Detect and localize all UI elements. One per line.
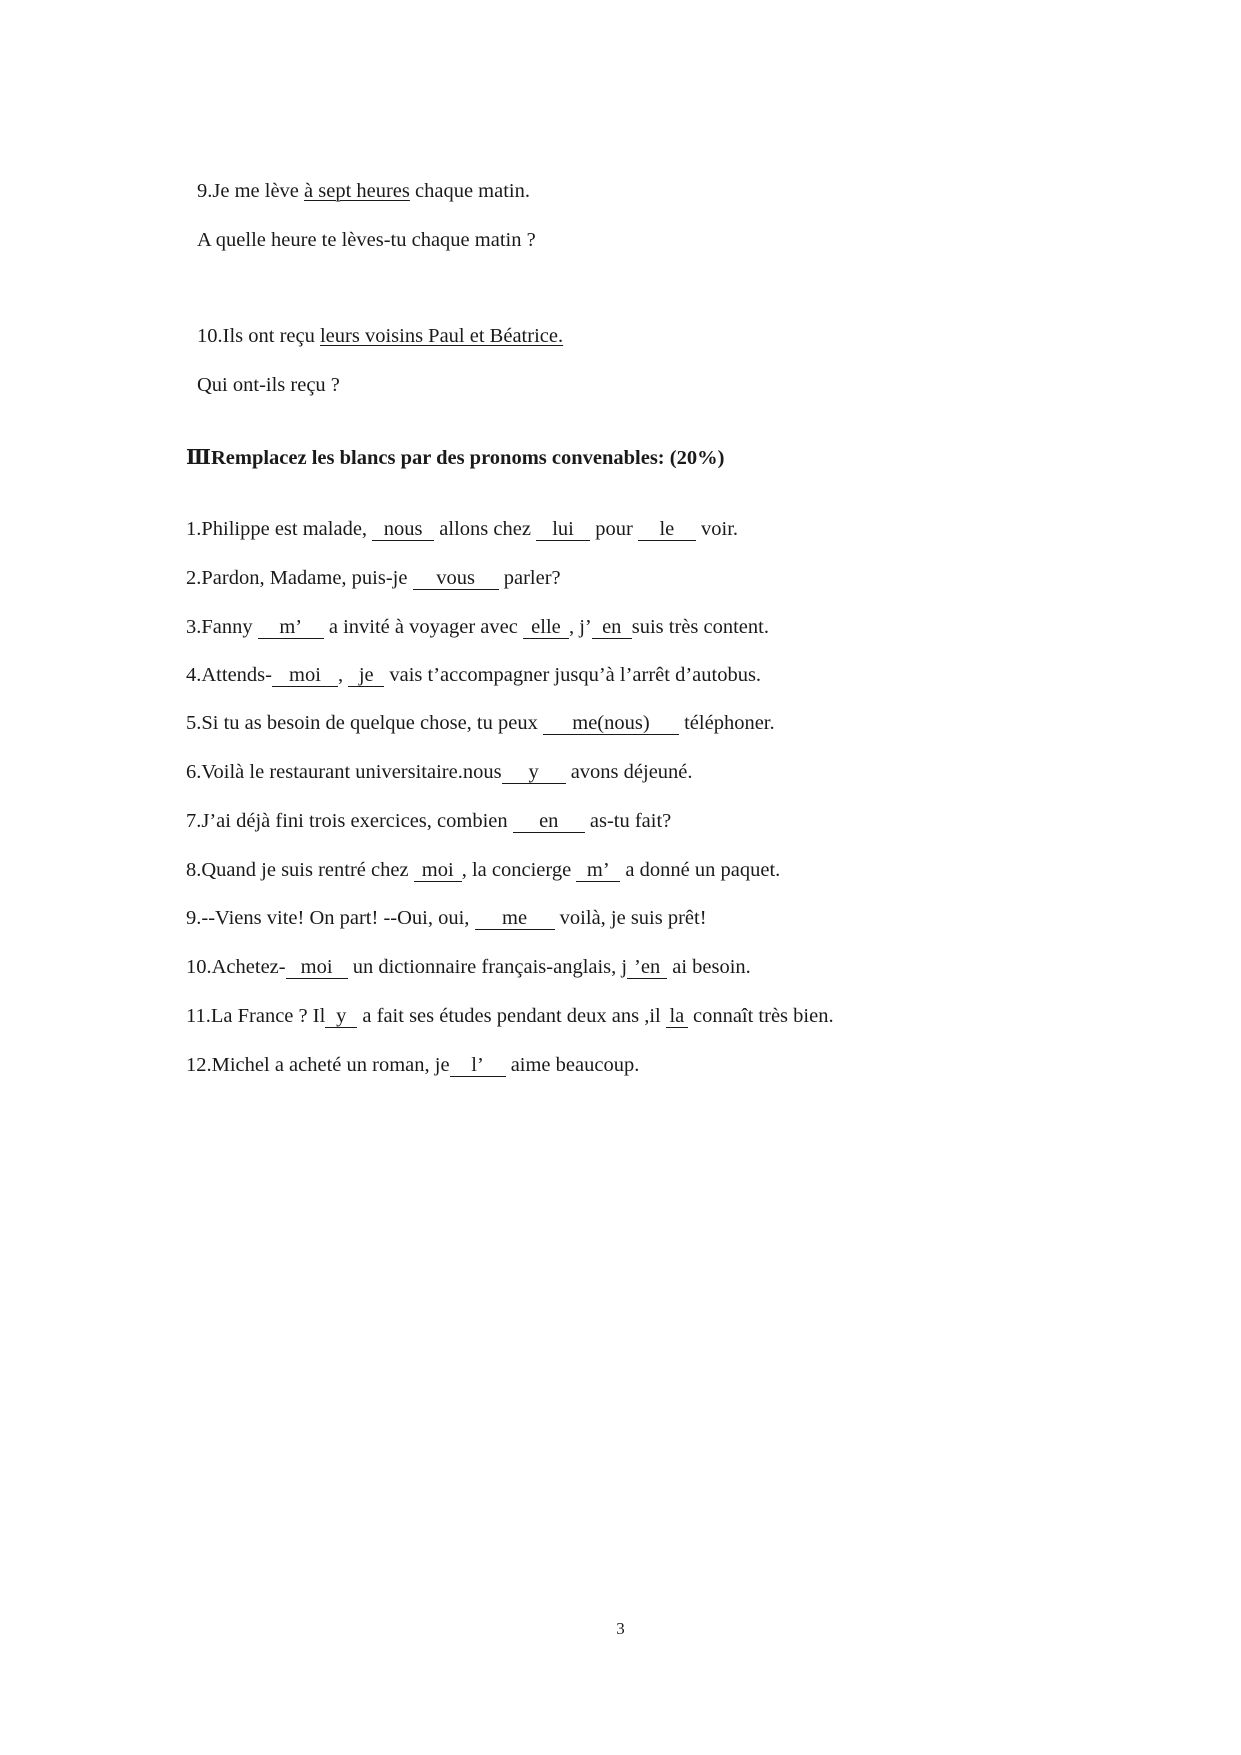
item-text: parler?: [498, 567, 561, 589]
answer-blank: je: [348, 664, 384, 687]
item-number: 3.: [186, 616, 202, 638]
item-text: un dictionnaire français-anglais, j: [347, 956, 628, 978]
statement-text: chaque matin.: [409, 180, 530, 202]
exercise-item: [186, 516, 738, 542]
item-text: Voilà le restaurant universitaire.nous: [201, 761, 502, 783]
answer-blank: en: [513, 810, 585, 833]
statement-text: Je me lève: [212, 180, 305, 202]
question-9-statement: [197, 178, 530, 204]
item-text: ai besoin.: [667, 956, 751, 978]
item-text: Michel a acheté un roman, je: [211, 1054, 450, 1076]
item-number: 7.: [186, 810, 202, 832]
item-text: téléphoner.: [678, 712, 775, 734]
exercise-item: [186, 857, 780, 883]
item-text: vais t’accompagner jusqu’à l’arrêt d’autobus.: [384, 664, 762, 686]
item-text: pour: [590, 518, 638, 540]
question-number: 10.: [197, 325, 223, 347]
answer-blank: vous: [413, 567, 499, 590]
item-number: 11.: [186, 1005, 211, 1027]
answer-blank: elle: [523, 616, 569, 639]
section-heading: [186, 445, 724, 471]
answer-blank: le: [638, 518, 696, 541]
answer-blank: nous: [372, 518, 434, 541]
item-text: allons chez: [434, 518, 537, 540]
answer-blank: me(nous): [543, 712, 679, 735]
item-text: voilà, je suis prêt!: [554, 907, 707, 929]
item-text: , la concierge: [461, 859, 577, 881]
item-number: 6.: [186, 761, 202, 783]
item-text: La France ? Il: [210, 1005, 326, 1027]
roman-numeral: Ⅲ: [186, 447, 211, 469]
item-text: avons déjeuné.: [565, 761, 693, 783]
item-number: 5.: [186, 712, 202, 734]
answer-blank: y: [502, 761, 566, 784]
answer-blank: en: [592, 616, 632, 639]
item-text: Attends-: [201, 664, 272, 686]
item-number: 10.: [186, 956, 212, 978]
answer-blank: moi: [286, 956, 348, 979]
exercise-item: [186, 710, 775, 736]
item-text: ,: [337, 664, 349, 686]
answer-blank: lui: [536, 518, 590, 541]
exercise-item: [186, 905, 707, 931]
item-text: Philippe est malade,: [201, 518, 373, 540]
exercise-item: [186, 614, 769, 640]
item-number: 4.: [186, 664, 202, 686]
exercise-item: [186, 808, 671, 834]
answer-blank: moi: [414, 859, 462, 882]
item-text: a donné un paquet.: [620, 859, 781, 881]
item-number: 12.: [186, 1054, 212, 1076]
exercise-item: [186, 662, 761, 688]
answer-blank: ’en: [627, 956, 667, 979]
exercise-item: [186, 1003, 834, 1029]
exercise-item: [186, 954, 751, 980]
item-number: 2.: [186, 567, 202, 589]
item-text: Si tu as besoin de quelque chose, tu peux: [201, 712, 543, 734]
item-text: aime beaucoup.: [505, 1054, 640, 1076]
question-10-statement: [197, 323, 563, 349]
item-text: a fait ses études pendant deux ans ,il: [357, 1005, 666, 1027]
answer-blank: moi: [272, 664, 338, 687]
exercise-item: [186, 759, 693, 785]
underlined-segment: à sept heures: [304, 180, 410, 202]
exercise-item: [186, 565, 561, 591]
item-text: , j’: [568, 616, 592, 638]
answer-blank: l’: [450, 1054, 506, 1077]
question-number: 9.: [197, 180, 213, 202]
item-text: as-tu fait?: [584, 810, 672, 832]
item-text: a invité à voyager avec: [323, 616, 523, 638]
item-text: --Viens vite! On part! --Oui, oui,: [201, 907, 475, 929]
question-9-answer: A quelle heure te lèves-tu chaque matin ?: [197, 229, 536, 251]
item-number: 8.: [186, 859, 202, 881]
item-text: Pardon, Madame, puis-je: [201, 567, 413, 589]
item-text: connaît très bien.: [687, 1005, 834, 1027]
answer-blank: y: [325, 1005, 357, 1028]
item-text: J’ai déjà fini trois exercices, combien: [201, 810, 513, 832]
answer-blank: me: [475, 907, 555, 930]
answer-blank: m’: [576, 859, 620, 882]
answer-blank: m’: [258, 616, 324, 639]
statement-text: Ils ont reçu: [222, 325, 320, 347]
item-text: voir.: [695, 518, 739, 540]
section-title: Remplacez les blancs par des pronoms convenables: (20%): [210, 447, 725, 469]
underlined-segment: leurs voisins Paul et Béatrice.: [319, 325, 564, 347]
question-10-answer: Qui ont-ils reçu ?: [197, 374, 340, 396]
item-text: Fanny: [201, 616, 258, 638]
exercise-item: [186, 1052, 639, 1078]
item-text: suis très content.: [631, 616, 769, 638]
item-number: 9.: [186, 907, 202, 929]
item-number: 1.: [186, 518, 202, 540]
item-text: Quand je suis rentré chez: [201, 859, 414, 881]
answer-blank: la: [666, 1005, 688, 1028]
item-text: Achetez-: [211, 956, 286, 978]
page-number: 3: [616, 1619, 625, 1638]
